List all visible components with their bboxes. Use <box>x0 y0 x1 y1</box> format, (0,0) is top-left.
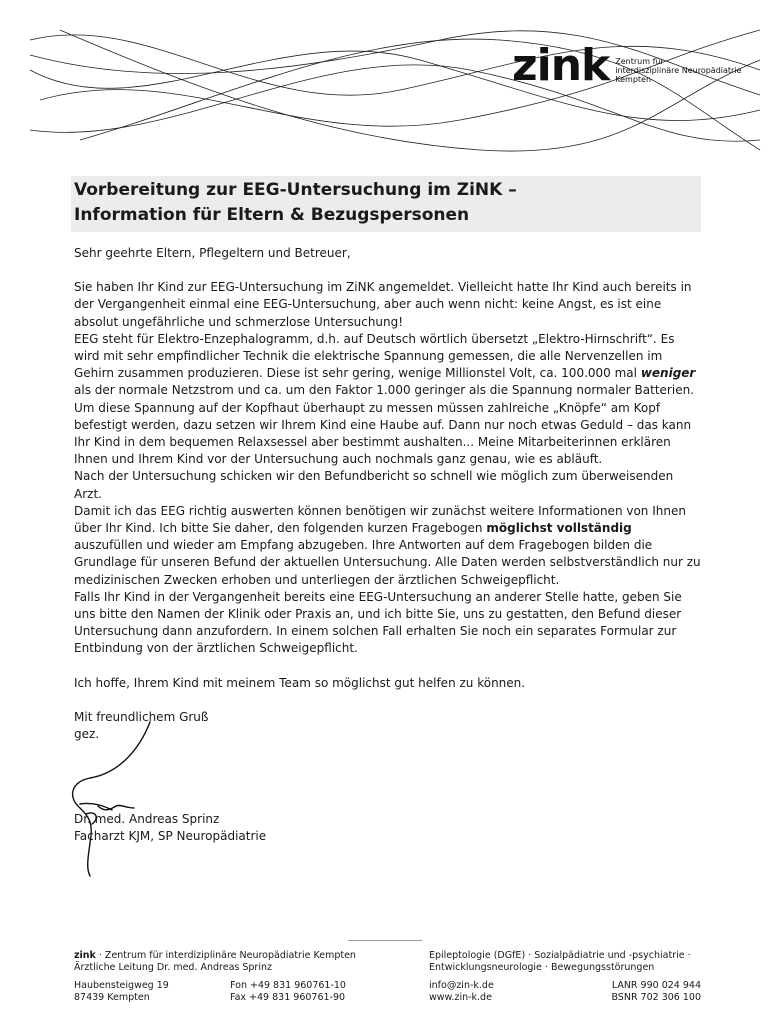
logo-subtitle <box>615 57 741 84</box>
footer-brand: zink <box>74 950 96 961</box>
footer-bsnr: BSNR 702 306 100 <box>611 992 701 1003</box>
zink-logo <box>512 40 742 91</box>
paragraph-intro: Sie haben Ihr Kind zur EEG-Untersuchung im ZiNK angemeldet. Vielleicht hatte Ihr Kind auch bereits in der Vergangenheit einmal eine EEG-Untersuchung, aber auch wenn nicht: keine Angst, es ist eine absolut ungefährliche und schmerzlose Untersuchung! <box>74 280 692 329</box>
footer-fax: Fax +49 831 960761-90 <box>230 992 346 1003</box>
footer-org-line: zink · Zentrum für interdiziplinäre Neuropädiatrie Kempten <box>74 950 356 961</box>
footer-phone: Fon +49 831 960761-10 <box>230 980 346 991</box>
footer-city: 87439 Kempten <box>74 992 150 1003</box>
signatory-title: Facharzt KJM, SP Neuropädiatrie <box>74 829 267 844</box>
signatory-name: Dr. med. Andreas Sprinz <box>74 812 220 827</box>
paragraph-closing-wish: Ich hoffe, Ihrem Kind mit meinem Team so möglichst gut helfen zu können. <box>74 675 526 690</box>
logo-wordmark: zink <box>512 40 610 91</box>
title-line2: Information für Eltern & Bezugspersonen <box>74 205 470 225</box>
emphasis-weniger: weniger <box>640 366 696 381</box>
emphasis-complete: möglichst vollständig <box>486 521 632 536</box>
logo-sub-line1: Zentrum für <box>615 57 664 66</box>
paragraph-report: Nach der Untersuchung schicken wir den Befundbericht so schnell wie möglich zum überweisenden Arzt. <box>74 469 674 501</box>
footer-specialties-1: Epileptologie (DGfE) · Sozialpädiatrie und -psychiatrie · <box>429 950 691 961</box>
footer-website[interactable]: www.zin-k.de <box>429 992 492 1003</box>
footer-specialties-2: Entwicklungsneurologie · Bewegungsstörungen <box>429 962 655 973</box>
paragraph-questionnaire: Damit ich das EEG richtig auswerten können benötigen wir zunächst weitere Informationen von Ihnen über Ihr Kind. Ich bitte Sie daher, den folgenden kurzen Fragebogen möglichst vollständig auszufüllen und wieder am Empfang abzugeben. Ihre Antworten auf dem Fragebogen bilden die Grundlage für unseren Befund der aktuellen Untersuchung. Alle Daten werden selbstverständlich nur zu medizinischen Zwecken erhoben und unterliegen der ärztlichen Schweigepflicht. <box>74 503 701 587</box>
footer-lanr: LANR 990 024 944 <box>611 980 701 991</box>
footer-left <box>74 950 394 1004</box>
logo-sub-line2: interdisziplinäre Neuropädiatrie <box>615 66 742 75</box>
title-line1: Vorbereitung zur EEG-Untersuchung im ZiNK – <box>74 180 517 200</box>
footer-divider <box>348 940 422 941</box>
greeting: Sehr geehrte Eltern, Pflegeltern und Betreuer, <box>74 246 351 260</box>
footer-right <box>429 950 701 1004</box>
footer-email[interactable]: info@zin-k.de <box>429 980 494 991</box>
footer-management: Ärztliche Leitung Dr. med. Andreas Sprinz <box>74 962 272 973</box>
title-box <box>71 176 701 232</box>
paragraph-previous-eeg: Falls Ihr Kind in der Vergangenheit bereits eine EEG-Untersuchung an anderer Stelle hatte, geben Sie uns bitte den Namen der Klinik oder Praxis an, und ich bitte Sie, uns zu gestatten, den Befund dieser Untersuchung dann anzufordern. In einem solchen Fall erhalten Sie noch ein separates Formular zur Entbindung von der ärztlichen Schweigepflicht. <box>74 589 682 656</box>
handwritten-signature <box>60 718 160 878</box>
logo-sub-line3: Kempten <box>615 75 652 84</box>
closing-salutation: Mit freundlichem Gruß <box>74 709 209 724</box>
paragraph-eeg-definition: EEG steht für Elektro-Enzephalogramm, d.h. auf Deutsch wörtlich übersetzt „Elektro-Hirnschrift“. Es wird mit sehr empfindlicher Technik die elektrische Spannung gemessen, die alle Nervenzellen im Gehirn zusammen produzieren. Diese ist sehr gering, wenige Millionstel Volt, ca. 100.000 mal weniger als der normale Netzstrom und ca. um den Faktor 1.000 geringer als die Spannung normaler Batterien. <box>74 331 696 398</box>
paragraph-procedure: Um diese Spannung auf der Kopfhaut überhaupt zu messen müssen zahlreiche „Knöpfe“ am Kopf befestigt werden, dazu setzen wir Ihrem Kind eine Haube auf. Dann nur noch etwas Geduld – das kann Ihr Kind in dem bequemen Relaxsessel aber bestimmt aushalten... Meine Mitarbeiterinnen erklären Ihnen und Ihrem Kind vor der Untersuchung auch nochmals ganz genau, wie es abläuft. <box>74 400 692 467</box>
gez-label: gez. <box>74 727 100 742</box>
page-title <box>71 176 701 228</box>
footer-street: Haubensteigweg 19 <box>74 980 169 991</box>
letter-body <box>74 245 702 846</box>
